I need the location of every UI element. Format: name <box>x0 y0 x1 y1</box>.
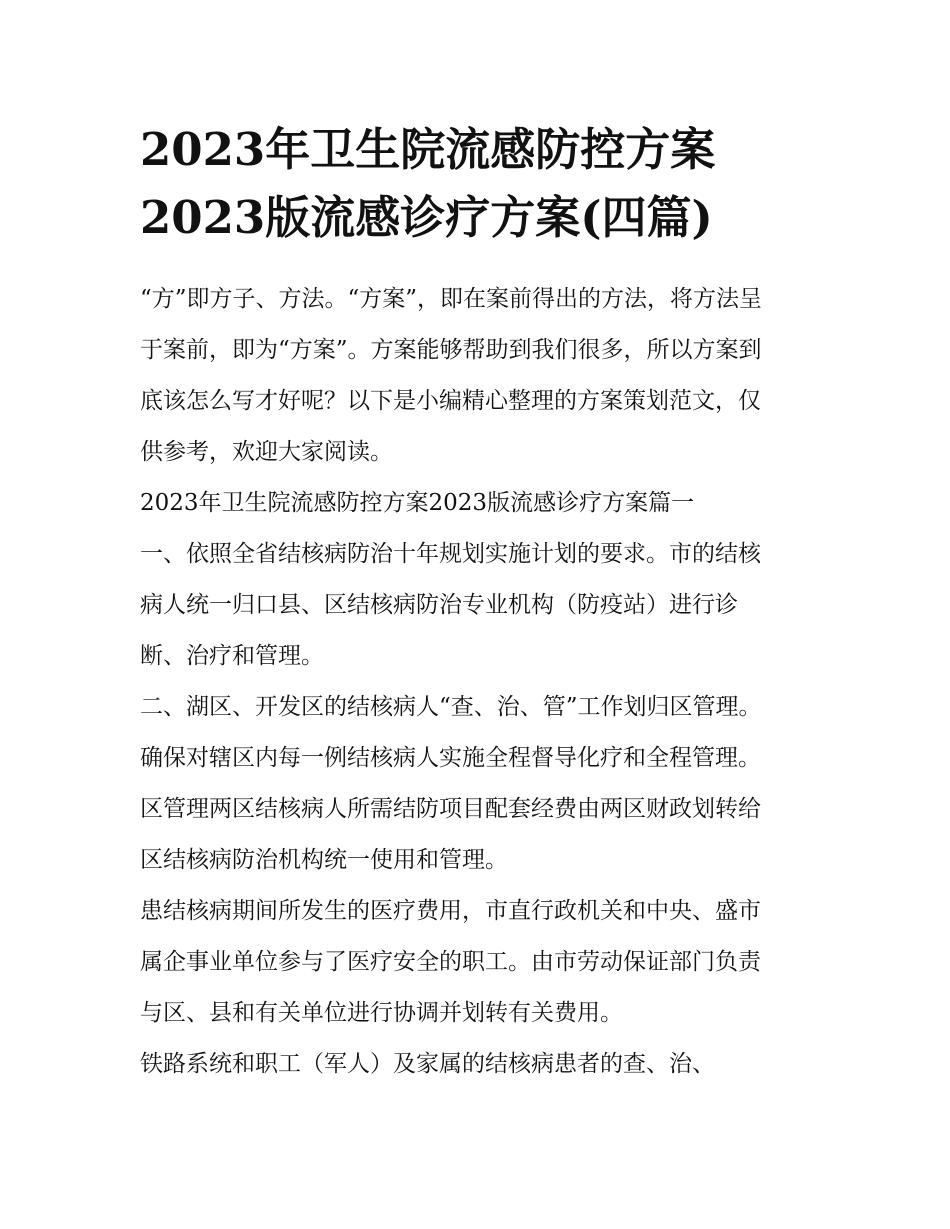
body-line: 二、湖区、开发区的结核病人“查、治、管”工作划归区管理。 <box>140 694 762 720</box>
body-line: 于案前，即为“方案”。方案能够帮助到我们很多，所以方案到 <box>140 337 762 363</box>
body-line: 区管理两区结核病人所需结防项目配套经费由两区财政划转给 <box>140 796 761 822</box>
body-line: 供参考，欢迎大家阅读。 <box>140 439 393 465</box>
document-title <box>140 116 820 252</box>
body-line: 确保对辖区内每一例结核病人实施全程督导化疗和全程管理。 <box>140 745 761 771</box>
title-line: 2023年卫生院流感防控方案 <box>140 123 716 176</box>
title-line: 2023版流感诊疗方案(四篇) <box>140 191 713 244</box>
body-line: 病人统一归口县、区结核病防治专业机构（防疫站）进行诊 <box>140 592 738 618</box>
body-line: 铁路系统和职工（军人）及家属的结核病患者的查、治、 <box>140 1051 715 1077</box>
body-line: 断、治疗和管理。 <box>140 643 324 669</box>
body-line: 属企事业单位参与了医疗安全的职工。由市劳动保证部门负责 <box>140 949 761 975</box>
body-line: 底该怎么写才好呢？以下是小编精心整理的方案策划范文，仅 <box>140 388 761 414</box>
body-line: 区结核病防治机构统一使用和管理。 <box>140 847 508 873</box>
section-heading: 2023年卫生院流感防控方案2023版流感诊疗方案篇一 <box>140 490 695 516</box>
body-line: 一、依照全省结核病防治十年规划实施计划的要求。市的结核 <box>140 541 761 567</box>
body-line: “方”即方子、方法。“方案”，即在案前得出的方法，将方法呈 <box>140 286 763 312</box>
body-line: 患结核病期间所发生的医疗费用，市直行政机关和中央、盛市 <box>140 898 761 924</box>
document-body <box>140 274 820 1090</box>
body-line: 与区、县和有关单位进行协调并划转有关费用。 <box>140 1000 623 1026</box>
